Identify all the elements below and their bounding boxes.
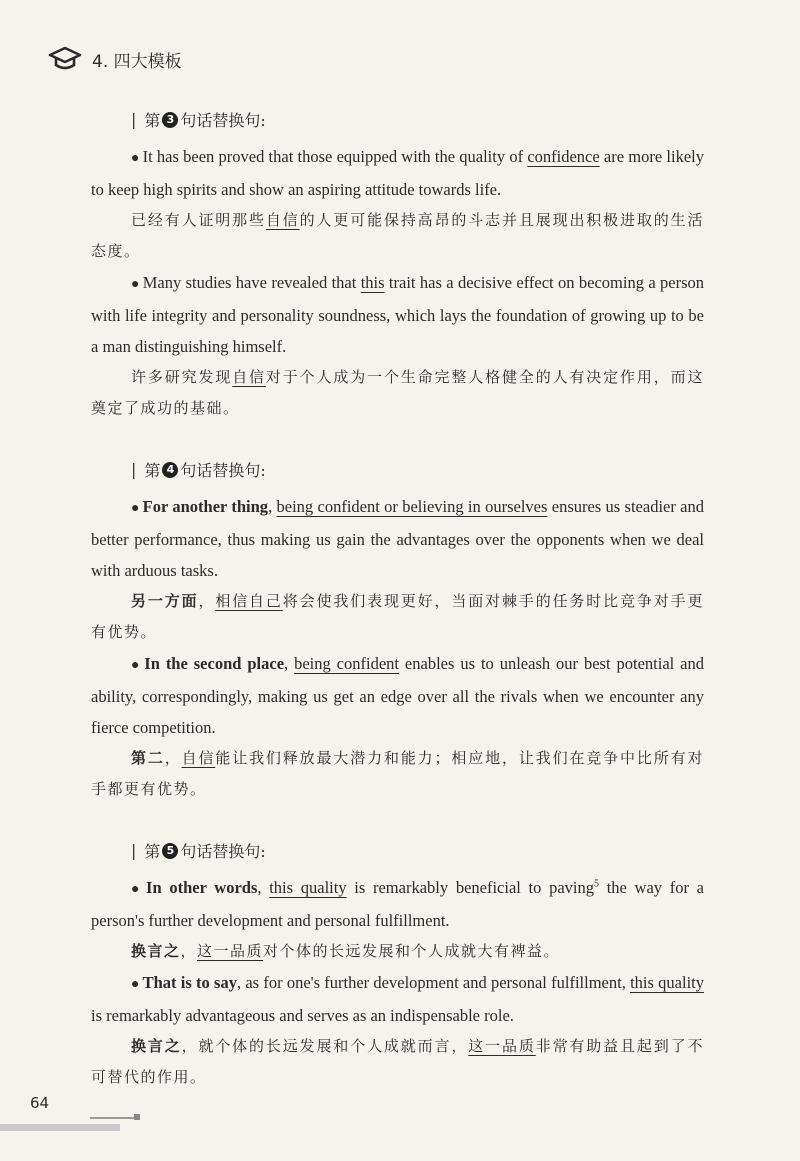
bold-lead: In other words <box>146 878 258 897</box>
underlined-keyword: 这一品质 <box>197 942 264 960</box>
chinese-translation <box>91 936 704 967</box>
section-title-prefix: 第 <box>144 842 161 861</box>
section-title-prefix: 第 <box>144 461 161 480</box>
section-title <box>131 839 704 862</box>
section-title <box>131 458 704 481</box>
footnote-marker: 5 <box>594 878 599 890</box>
text-segment: Many studies have revealed that <box>142 273 361 292</box>
footer-marker <box>134 1114 140 1120</box>
text-segment: the way for a person's further development and personal fulfillment. <box>91 878 704 930</box>
page-header <box>48 46 182 72</box>
bold-lead: For another thing <box>142 497 269 516</box>
page-number: 64 <box>30 1094 50 1112</box>
text-segment: 对于个人成为一个生命完整人格健全的人有决定作用，而这奠定了成功的基础。 <box>91 368 704 417</box>
underlined-keyword: this quality <box>630 973 704 992</box>
underlined-keyword: 自信 <box>232 368 266 386</box>
bullet-icon: ● <box>131 977 140 992</box>
text-segment: enables us to unleash our best potential and ability, correspondingly, making us get an edge over all the rivals when we encounter any fierce competition. <box>91 654 704 737</box>
text-segment: ， <box>198 592 216 610</box>
bold-lead: That is to say <box>142 973 237 992</box>
english-sentence <box>91 872 704 936</box>
section-bar: | <box>131 460 137 479</box>
section-bar: | <box>131 841 137 860</box>
chinese-translation <box>91 1031 704 1093</box>
underlined-keyword: 这一品质 <box>468 1037 536 1055</box>
english-sentence <box>91 267 704 362</box>
text-segment: 对个体的长远发展和个人成就大有裨益。 <box>263 942 561 960</box>
text-segment: trait has a decisive effect on becoming a person with life integrity and personality soundness, which lays the foundation of growing up to be a man distinguishing himself. <box>91 273 705 356</box>
chinese-translation <box>91 586 704 648</box>
text-segment: It has been proved that those equipped with the quality of <box>142 147 528 166</box>
text-segment: , <box>284 654 295 673</box>
underlined-keyword: this quality <box>269 878 347 897</box>
graduation-cap-icon <box>48 46 82 72</box>
bullet-icon: ● <box>131 882 144 897</box>
bold-lead: 第二 <box>131 749 165 767</box>
english-sentence <box>91 648 704 743</box>
english-sentence <box>91 491 704 586</box>
bullet-icon: ● <box>131 658 142 673</box>
bullet-icon: ● <box>131 151 140 166</box>
section-bar: | <box>131 110 137 129</box>
underlined-keyword: being confident or believing in ourselves <box>276 497 548 516</box>
section-title-prefix: 第 <box>144 111 161 130</box>
bold-lead: 换言之 <box>131 1037 182 1055</box>
text-segment: 许多研究发现 <box>131 368 233 386</box>
text-segment: ， <box>180 942 198 960</box>
text-segment: is remarkably advantageous and serves as an indispensable role. <box>91 1006 514 1025</box>
text-segment: 已经有人证明那些 <box>131 211 266 229</box>
section-4 <box>91 458 704 805</box>
section-title <box>131 108 704 131</box>
underlined-keyword: this <box>360 273 385 292</box>
footer-band <box>0 1124 120 1131</box>
text-segment: ， <box>164 749 182 767</box>
underlined-keyword: confidence <box>527 147 600 166</box>
underlined-keyword: being confident <box>294 654 399 673</box>
english-sentence <box>91 141 704 205</box>
text-segment: ensures us steadier and better performance, thus making us gain the advantages over the opponents when we deal with arduous tasks. <box>91 497 705 580</box>
section-title-suffix: 句话替换句: <box>180 461 266 480</box>
section-5 <box>91 839 704 1093</box>
text-segment: 的人更可能保持高昂的斗志并且展现出积极进取的生活态度。 <box>91 211 704 260</box>
chinese-translation <box>91 743 704 805</box>
underlined-keyword: 相信自己 <box>215 592 283 610</box>
text-segment: , <box>257 878 270 897</box>
footer-rule <box>90 1117 134 1119</box>
text-segment: 非常有助益且起到了不可替代的作用。 <box>91 1037 704 1086</box>
bullet-icon: ● <box>131 277 140 292</box>
section-title-suffix: 句话替换句: <box>180 842 266 861</box>
section-number-badge: 4 <box>162 462 178 478</box>
bold-lead: 换言之 <box>131 942 181 960</box>
chapter-title: 4. 四大模板 <box>92 51 182 72</box>
text-segment: ，就个体的长远发展和个人成就而言， <box>181 1037 469 1055</box>
page-content <box>91 108 704 1127</box>
text-segment: is remarkably beneficial to paving <box>346 878 594 897</box>
bullet-icon: ● <box>131 501 140 516</box>
text-segment: 将会使我们表现更好，当面对棘手的任务时比竞争对手更有优势。 <box>91 592 704 641</box>
bold-lead: 另一方面 <box>131 592 199 610</box>
english-sentence <box>91 967 704 1031</box>
text-segment: , <box>268 497 277 516</box>
text-segment: 能让我们释放最大潜力和能力；相应地，让我们在竞争中比所有对手都更有优势。 <box>91 749 704 798</box>
chinese-translation <box>91 205 704 267</box>
section-number-badge: 3 <box>162 112 178 128</box>
underlined-keyword: 自信 <box>181 749 216 767</box>
text-segment: , as for one's further development and personal fulfillment, <box>236 973 631 992</box>
chinese-translation <box>91 362 704 424</box>
section-number-badge: 5 <box>162 843 178 859</box>
underlined-keyword: 自信 <box>265 211 300 229</box>
text-segment: are more likely to keep high spirits and show an aspiring attitude towards life. <box>91 147 705 199</box>
section-3 <box>91 108 704 424</box>
section-title-suffix: 句话替换句: <box>180 111 266 130</box>
bold-lead: In the second place <box>144 654 285 673</box>
